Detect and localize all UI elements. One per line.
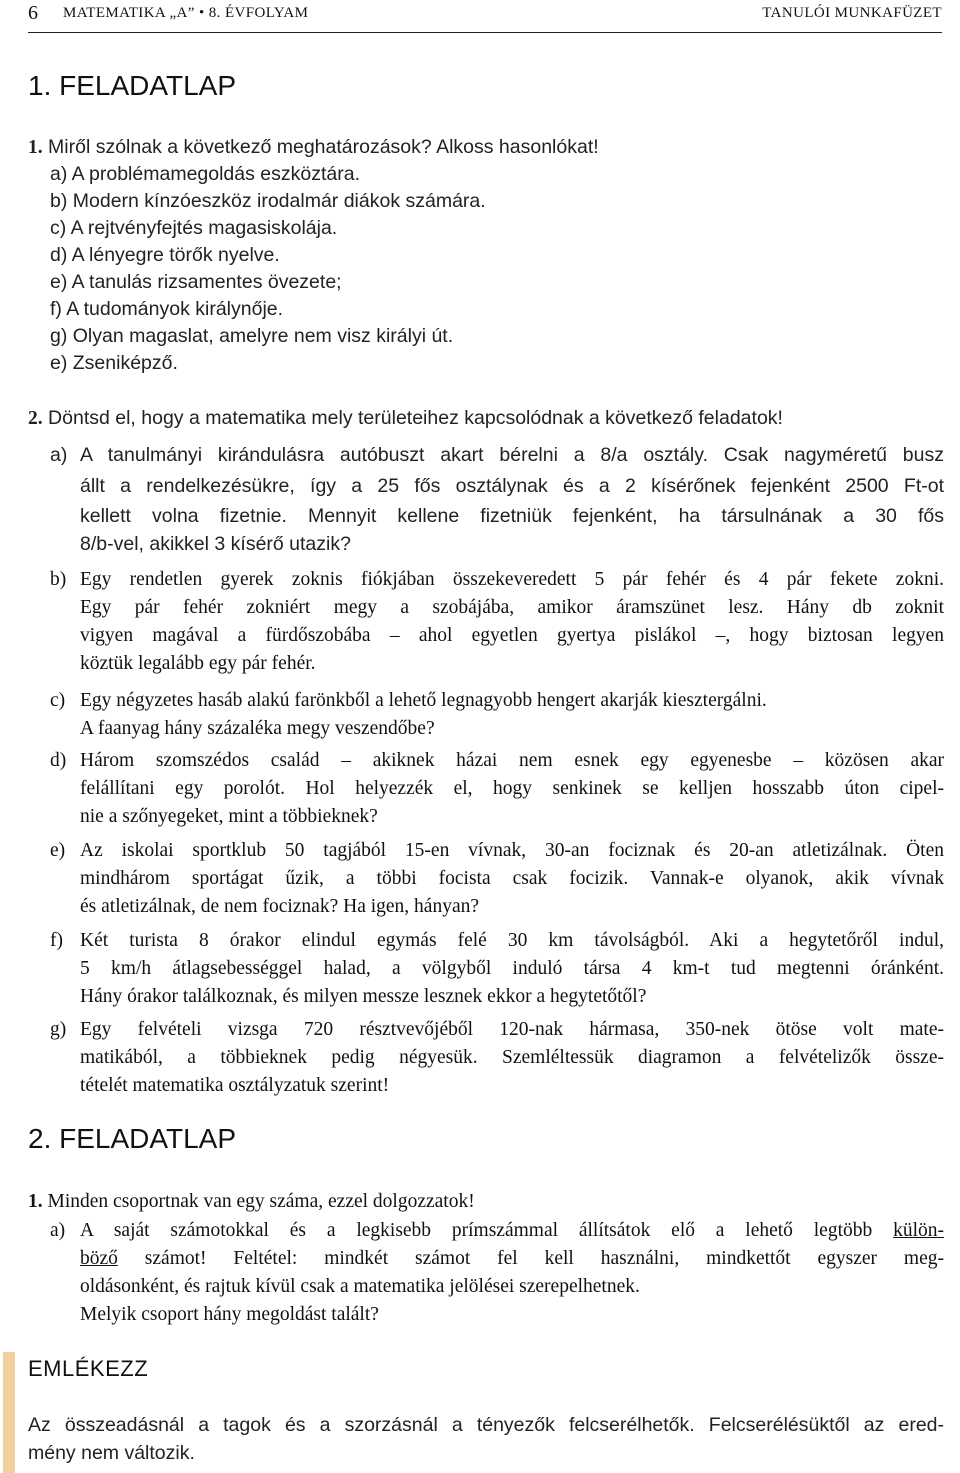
task2-prompt bbox=[28, 405, 783, 432]
task2-item-line: 8/b-vel, akikkel 3 kísérő utazik? bbox=[80, 533, 351, 555]
sheet2-item-line: oldásonként, és rajtuk kívül csak a matematika jelölései szerepelhetnek. bbox=[80, 1276, 640, 1297]
task2-item-label: f) bbox=[50, 930, 63, 951]
task2-item-line: Egy pár fehér zokniért megy a szobájába, amikor áramszünet lesz. Hány db zoknit bbox=[80, 597, 944, 618]
task2-item-label: d) bbox=[50, 750, 67, 771]
task1-number: 1. bbox=[28, 137, 43, 158]
task1-item: d) A lényegre törők nyelve. bbox=[50, 244, 280, 266]
underlined-word: külön- bbox=[893, 1220, 944, 1241]
task2-item-line: A tanulmányi kirándulásra autóbuszt akart bérelni a 8/a osztály. Csak nagyméretű busz bbox=[80, 444, 944, 466]
task2-item-line: vigyen magával a fürdőszobába – ahol egyetlen gyertya pislákol –, hogy biztosan legyen bbox=[80, 625, 944, 646]
sheet2-task1-prompt bbox=[28, 1188, 475, 1215]
remember-line: Az összeadásnál a tagok és a szorzásnál a tényezők felcserélhetők. Felcserélésüktől az ered- bbox=[28, 1414, 944, 1436]
task2-item-line: Egy felvételi vizsga 720 résztvevőjéből 120-nak hármasa, 350-nek ötöse volt mate- bbox=[80, 1019, 944, 1040]
task2-item-label: g) bbox=[50, 1019, 67, 1040]
remember-title: EMLÉKEZZ bbox=[28, 1356, 149, 1381]
task2-prompt-text: Döntsd el, hogy a matematika mely területeihez kapcsolódnak a következő feladatok! bbox=[48, 407, 783, 429]
task1-item: e) Zseniképző. bbox=[50, 352, 178, 374]
task2-number: 2. bbox=[28, 408, 43, 429]
task2-item-line: A faanyag hány százaléka megy veszendőbe? bbox=[80, 718, 435, 739]
sheet2-task1-prompt-text: Minden csoportnak van egy száma, ezzel dolgozzatok! bbox=[47, 1191, 475, 1212]
task1-item: c) A rejtvényfejtés magasiskolája. bbox=[50, 217, 338, 239]
header-left-title: MATEMATIKA „A” • 8. ÉVFOLYAM bbox=[63, 5, 309, 21]
sheet2-item-line: Melyik csoport hány megoldást talált? bbox=[80, 1304, 379, 1325]
sheet2-item-line: böző számot! Feltétel: mindkét számot fel kell használni, mindkettőt egyszer meg- bbox=[80, 1248, 944, 1269]
task2-item-line: matikából, a többieknek pedig négyesük. Szemléltessük diagramon a felvételizők össze- bbox=[80, 1047, 944, 1068]
task2-item-line: köztük legalább egy pár fehér. bbox=[80, 653, 316, 674]
sheet2-item-line: A saját számotokkal és a legkisebb prímszámmal állítsátok elő a lehető legtöbb külön- bbox=[80, 1220, 944, 1241]
task2-item-line: Három szomszédos család – akiknek házai nem esnek egy egyenesbe – közösen akar bbox=[80, 750, 944, 771]
task2-item-line: mindhárom sportágat űzik, a többi focista csak focizik. Vannak-e olyanok, akik vívnak bbox=[80, 868, 944, 889]
page-header bbox=[28, 2, 942, 32]
task2-item-line: Egy négyzetes hasáb alakú farönkből a lehető legnagyobb hengert akarják kiesztergálni. bbox=[80, 690, 767, 711]
task1-item: g) Olyan magaslat, amelyre nem visz királyi út. bbox=[50, 325, 454, 347]
task1-item: f) A tudományok királynője. bbox=[50, 298, 284, 320]
sheet2-item-label: a) bbox=[50, 1220, 66, 1241]
sheet2-title: 2. FELADATLAP bbox=[28, 1123, 237, 1154]
task1-item: b) Modern kínzóeszköz irodalmár diákok számára. bbox=[50, 190, 486, 212]
task1-item: e) A tanulás rizsamentes övezete; bbox=[50, 271, 342, 293]
task2-item-line: felállítani egy porolót. Hol helyezzék el, hogy senkinek se kelljen hosszabb úton cipel- bbox=[80, 778, 944, 799]
task2-item-line: tételét matematika osztályzatuk szerint! bbox=[80, 1075, 390, 1096]
task1-prompt-text: Miről szólnak a következő meghatározások? Alkoss hasonlókat! bbox=[48, 136, 599, 158]
task2-item-label: e) bbox=[50, 840, 66, 861]
header-right-title: TANULÓI MUNKAFÜZET bbox=[762, 5, 942, 21]
task2-item-line: Két turista 8 órakor elindul egymás felé 30 km távolságból. Aki a hegytetőről indul, bbox=[80, 930, 944, 951]
task2-item-line: 5 km/h átlagsebességgel halad, a völgyből induló társa 4 km-t tud megtenni óránként. bbox=[80, 958, 944, 979]
task2-item-line: nie a szőnyegeket, mint a többieknek? bbox=[80, 806, 378, 827]
task2-item-line: állt a rendelkezésükre, így a 25 fős osztálynak és a 2 kísérőnek fejenként 2500 Ft-ot bbox=[80, 475, 944, 497]
task2-item-line: Egy rendetlen gyerek zoknis fiókjában összekeveredett 5 pár fehér és 4 pár fekete zokni. bbox=[80, 569, 944, 590]
header-rule bbox=[28, 32, 942, 33]
task2-item-line: és atletizálnak, de nem fociznak? Ha igen, hányan? bbox=[80, 896, 480, 917]
task1-item: a) A problémamegoldás eszköztára. bbox=[50, 163, 361, 185]
task2-item-label: b) bbox=[50, 569, 67, 590]
task2-item-label: c) bbox=[50, 690, 66, 711]
task2-item-line: Hány órakor találkoznak, és milyen messze lesznek ekkor a hegytetőtől? bbox=[80, 986, 647, 1007]
task2-item-line: kellett volna fizetnie. Mennyit kellene fizetniük fejenként, ha társulnának a 30 fős bbox=[80, 505, 944, 527]
underlined-word: böző bbox=[80, 1248, 118, 1269]
sheet2-task1-number: 1. bbox=[28, 1191, 43, 1212]
task1-prompt bbox=[28, 134, 599, 161]
task2-item-line: Az iskolai sportklub 50 tagjából 15-en vívnak, 30-an fociznak és 20-an atletizálnak. Öten bbox=[80, 840, 944, 861]
sheet1-title: 1. FELADATLAP bbox=[28, 70, 237, 101]
remember-accent-bar bbox=[3, 1352, 15, 1473]
task2-item-label: a) bbox=[50, 444, 68, 466]
remember-line: mény nem változik. bbox=[28, 1442, 195, 1464]
page-number: 6 bbox=[28, 2, 38, 24]
